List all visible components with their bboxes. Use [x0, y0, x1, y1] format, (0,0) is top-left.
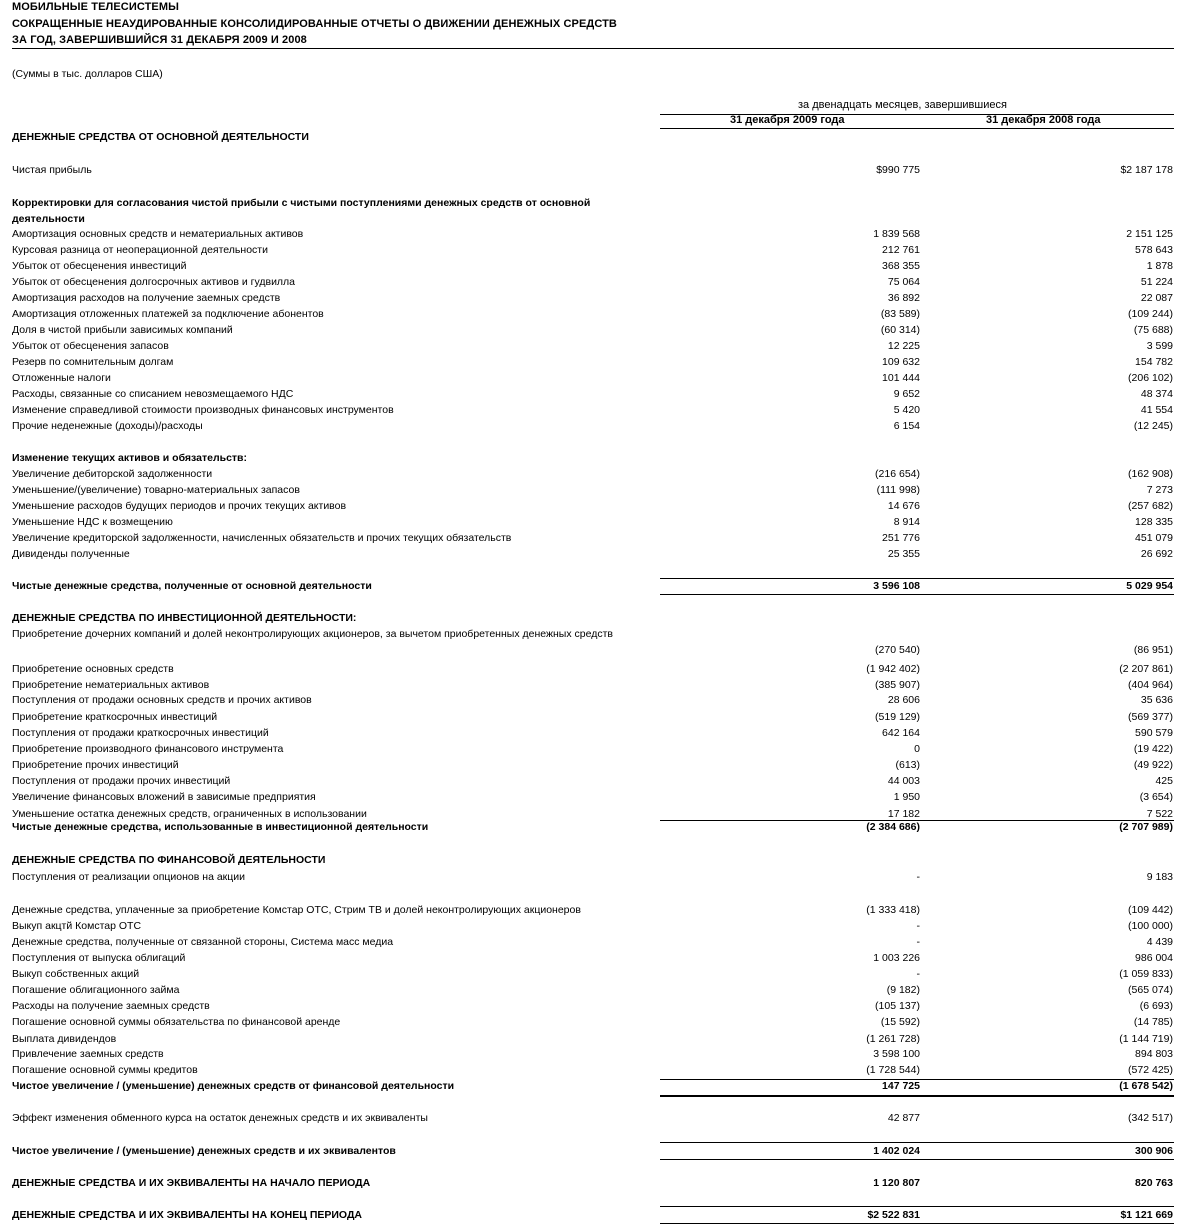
- value-2009: $990 775: [876, 164, 920, 176]
- value-2008: 894 803: [1135, 1048, 1173, 1060]
- value-2008: (75 688): [1133, 324, 1173, 336]
- table-row: [0, 370, 1184, 386]
- column-header-2009: 31 декабря 2009 года: [730, 114, 845, 126]
- value-2009: (111 998): [876, 484, 920, 496]
- table-row: [0, 819, 1184, 835]
- total-rule: [922, 594, 1174, 595]
- total-rule: [660, 820, 922, 821]
- value-2009: (385 907): [875, 679, 920, 691]
- value-2008: 48 374: [1140, 388, 1173, 400]
- row-label: Выплата дивидендов: [12, 1033, 117, 1045]
- row-label: Прочие неденежные (доходы)/расходы: [12, 420, 203, 432]
- total-rule: [922, 1079, 1174, 1080]
- value-2008: (565 074): [1128, 984, 1173, 996]
- table-row: [0, 402, 1184, 418]
- value-2009: 8 914: [893, 516, 920, 528]
- value-2008: 300 906: [1135, 1145, 1173, 1157]
- row-label: Погашение облигационного займа: [12, 984, 180, 996]
- total-rule: [922, 1095, 1174, 1097]
- value-2009: (60 314): [880, 324, 920, 336]
- table-row: [0, 1014, 1184, 1030]
- row-label: Приобретение производного финансового инструмента: [12, 743, 284, 755]
- value-2008: (49 922): [1133, 759, 1173, 771]
- value-2008: 3 599: [1146, 340, 1173, 352]
- value-2009: 251 776: [882, 532, 920, 544]
- value-2008: 26 692: [1140, 548, 1173, 560]
- total-rule: [660, 1206, 922, 1207]
- value-2008: 22 087: [1140, 292, 1173, 304]
- row-label: Уменьшение расходов будущих периодов и прочих текущих активов: [12, 500, 347, 512]
- table-row: [0, 1046, 1184, 1062]
- value-2008: 128 335: [1135, 516, 1173, 528]
- row-label: Курсовая разница от неоперационной деятельности: [12, 244, 268, 256]
- row-label: Резерв по сомнительным долгам: [12, 356, 174, 368]
- row-label: Дивиденды полученные: [12, 548, 130, 560]
- value-2008: (572 425): [1128, 1064, 1173, 1076]
- row-label: ДЕНЕЖНЫЕ СРЕДСТВА ПО ИНВЕСТИЦИОННОЙ ДЕЯТЕЛЬНОСТИ:: [12, 612, 357, 624]
- value-2009: 3 598 100: [873, 1048, 920, 1060]
- row-label: Амортизация отложенных платежей за подключение абонентов: [12, 308, 324, 320]
- value-2009: 1 839 568: [873, 228, 920, 240]
- value-2009: (1 942 402): [866, 663, 920, 675]
- table-row: [0, 322, 1184, 338]
- total-rule: [922, 1223, 1174, 1224]
- value-2009: (83 589): [880, 308, 920, 320]
- total-rule: [660, 594, 922, 595]
- total-rule: [922, 578, 1174, 579]
- value-2008: 2 151 125: [1126, 228, 1173, 240]
- value-2009: 147 725: [882, 1080, 920, 1092]
- row-label: Убыток от обесценения инвестиций: [12, 260, 187, 272]
- row-label: Уменьшение НДС к возмещению: [12, 516, 173, 528]
- table-row: [0, 578, 1184, 594]
- value-2008: (3 654): [1139, 791, 1173, 803]
- table-row: [0, 789, 1184, 805]
- value-2009: (519 129): [875, 711, 920, 723]
- value-2008: (109 442): [1128, 904, 1173, 916]
- value-2008: $2 187 178: [1120, 164, 1173, 176]
- row-label: Увеличение финансовых вложений в зависимые предприятия: [12, 791, 316, 803]
- value-2009: 1 950: [893, 791, 920, 803]
- table-row: [0, 386, 1184, 402]
- value-2009: 1 402 024: [873, 1145, 920, 1157]
- row-label: ДЕНЕЖНЫЕ СРЕДСТВА ПО ФИНАНСОВОЙ ДЕЯТЕЛЬНОСТИ: [12, 854, 326, 866]
- report-period: ЗА ГОД, ЗАВЕРШИВШИЙСЯ 31 ДЕКАБРЯ 2009 И 2008: [12, 34, 307, 46]
- row-label: ДЕНЕЖНЫЕ СРЕДСТВА И ИХ ЭКВИВАЛЕНТЫ НА КОНЕЦ ПЕРИОДА: [12, 1209, 363, 1221]
- total-rule: [660, 578, 922, 579]
- value-2008: 35 636: [1140, 694, 1173, 706]
- value-2009: (1 728 544): [866, 1064, 920, 1076]
- total-rule: [660, 1142, 922, 1143]
- total-rule: [660, 1095, 922, 1097]
- value-2009: $2 522 831: [867, 1209, 920, 1221]
- row-label: Изменение текущих активов и обязательств:: [12, 452, 248, 464]
- value-2008: $1 121 669: [1120, 1209, 1173, 1221]
- row-label: Расходы, связанные со списанием невозмещаемого НДС: [12, 388, 294, 400]
- value-2008: (342 517): [1128, 1112, 1173, 1124]
- table-row: [0, 466, 1184, 482]
- row-label: ДЕНЕЖНЫЕ СРЕДСТВА ОТ ОСНОВНОЙ ДЕЯТЕЛЬНОСТИ: [12, 131, 309, 143]
- row-label: Чистое увеличение / (уменьшение) денежных средств от финансовой деятельности: [12, 1080, 455, 1092]
- value-2009: 3 596 108: [873, 580, 920, 592]
- value-2008: 5 029 954: [1126, 580, 1173, 592]
- row-label: ДЕНЕЖНЫЕ СРЕДСТВА И ИХ ЭКВИВАЛЕНТЫ НА НАЧАЛО ПЕРИОДА: [12, 1177, 371, 1189]
- table-row: [0, 498, 1184, 514]
- table-row: [0, 338, 1184, 354]
- value-2009: -: [916, 871, 920, 883]
- table-row: [0, 950, 1184, 966]
- value-2008: 51 224: [1140, 276, 1173, 288]
- row-label: Приобретение нематериальных активов: [12, 679, 210, 691]
- table-row: [0, 725, 1184, 741]
- value-2008: 9 183: [1146, 871, 1173, 883]
- table-row: [0, 546, 1184, 562]
- value-2009: (1 333 418): [866, 904, 920, 916]
- value-2008: (1 059 833): [1119, 968, 1173, 980]
- value-2008: 41 554: [1140, 404, 1173, 416]
- table-row: [0, 306, 1184, 322]
- value-2008: (404 964): [1128, 679, 1173, 691]
- table-row: [0, 274, 1184, 290]
- row-label: Погашение основной суммы кредитов: [12, 1064, 198, 1076]
- value-2009: (1 261 728): [866, 1033, 920, 1045]
- row-label: Доля в чистой прибыли зависимых компаний: [12, 324, 233, 336]
- row-label: Погашение основной суммы обязательства по финансовой аренде: [12, 1016, 341, 1028]
- value-2009: 1 003 226: [873, 952, 920, 964]
- table-row: [0, 902, 1184, 918]
- table-row: [0, 1078, 1184, 1094]
- units-note: (Суммы в тыс. долларов США): [12, 68, 163, 80]
- value-2009: 14 676: [887, 500, 920, 512]
- value-2009: (613): [895, 759, 920, 771]
- table-row: [0, 226, 1184, 242]
- value-2008: 1 878: [1146, 260, 1173, 272]
- row-label: Уменьшение остатка денежных средств, ограниченных в использовании: [12, 808, 367, 820]
- value-2009: (105 137): [875, 1000, 920, 1012]
- table-row: [0, 1175, 1184, 1191]
- table-row: [0, 918, 1184, 934]
- table-row: [0, 242, 1184, 258]
- value-2008: (86 951): [1133, 644, 1173, 656]
- total-rule: [660, 1079, 922, 1080]
- table-row: [0, 692, 1184, 708]
- table-row: [0, 1110, 1184, 1126]
- total-rule: [660, 1223, 922, 1224]
- value-2008: 820 763: [1135, 1177, 1173, 1189]
- row-label: Приобретение краткосрочных инвестиций: [12, 711, 218, 723]
- value-2008: (19 422): [1133, 743, 1173, 755]
- value-2009: 368 355: [882, 260, 920, 272]
- value-2008: (2 207 861): [1119, 663, 1173, 675]
- table-row: [0, 934, 1184, 950]
- value-2009: 5 420: [893, 404, 920, 416]
- row-label: Приобретение прочих инвестиций: [12, 759, 179, 771]
- value-2009: 36 892: [887, 292, 920, 304]
- row-label: Амортизация расходов на получение заемных средств: [12, 292, 281, 304]
- table-row: [0, 852, 1184, 868]
- row-label: Чистые денежные средства, полученные от основной деятельности: [12, 580, 372, 592]
- value-2009: 42 877: [887, 1112, 920, 1124]
- value-2008: (1 144 719): [1119, 1033, 1173, 1045]
- table-row: [0, 1031, 1184, 1047]
- value-2008: (2 707 989): [1119, 821, 1173, 833]
- row-label: Поступления от продажи прочих инвестиций: [12, 775, 231, 787]
- row-label: Амортизация основных средств и нематериальных активов: [12, 228, 304, 240]
- value-2008: 7 522: [1146, 808, 1173, 820]
- row-label: Корректировки для согласования чистой прибыли с чистыми поступлениями денежных средств от основной деятельности: [12, 197, 591, 225]
- table-row: [0, 610, 1184, 626]
- table-row: [0, 626, 1184, 658]
- table-row: [0, 709, 1184, 725]
- value-2008: 986 004: [1135, 952, 1173, 964]
- value-2008: (162 908): [1128, 468, 1173, 480]
- row-label: Эффект изменения обменного курса на остаток денежных средств и их эквиваленты: [12, 1112, 428, 1124]
- total-rule: [922, 820, 1174, 821]
- table-row: [0, 998, 1184, 1014]
- value-2008: 578 643: [1135, 244, 1173, 256]
- report-title: СОКРАЩЕННЫЕ НЕАУДИРОВАННЫЕ КОНСОЛИДИРОВАННЫЕ ОТЧЕТЫ О ДВИЖЕНИИ ДЕНЕЖНЫХ СРЕДСТВ: [12, 18, 617, 30]
- row-label: Поступления от реализации опционов на акции: [12, 871, 246, 883]
- table-row: [0, 869, 1184, 885]
- table-row: [0, 129, 1184, 145]
- row-label: Убыток от обесценения долгосрочных активов и гудвилла: [12, 276, 296, 288]
- value-2008: 4 439: [1146, 936, 1173, 948]
- row-label: Увеличение кредиторской задолженности, начисленных обязательств и прочих текущих обязательств: [12, 532, 512, 544]
- value-2009: -: [916, 936, 920, 948]
- row-label: Денежные средства, полученные от связанной стороны, Система масс медиа: [12, 936, 394, 948]
- table-row: [0, 982, 1184, 998]
- value-2008: (100 000): [1128, 920, 1173, 932]
- row-label: Поступления от выпуска облигаций: [12, 952, 186, 964]
- company-name: МОБИЛЬНЫЕ ТЕЛЕСИСТЕМЫ: [12, 1, 179, 13]
- value-2008: (109 244): [1128, 308, 1173, 320]
- row-label: Убыток от обесценения запасов: [12, 340, 169, 352]
- table-row: [0, 966, 1184, 982]
- table-row: [0, 162, 1184, 178]
- total-rule: [922, 1159, 1174, 1160]
- value-2008: (1 678 542): [1119, 1080, 1173, 1092]
- column-header-2008: 31 декабря 2008 года: [986, 114, 1101, 126]
- row-label: Выкуп акцтй Комстар ОТС: [12, 920, 142, 932]
- value-2009: -: [916, 920, 920, 932]
- value-2009: 44 003: [887, 775, 920, 787]
- row-label: Чистая прибыль: [12, 164, 92, 176]
- value-2009: 28 606: [887, 694, 920, 706]
- table-row: [0, 677, 1184, 693]
- value-2009: 109 632: [882, 356, 920, 368]
- table-row: [0, 514, 1184, 530]
- value-2008: (12 245): [1133, 420, 1173, 432]
- value-2009: (9 182): [886, 984, 920, 996]
- row-label: Расходы на получение заемных средств: [12, 1000, 210, 1012]
- value-2008: 7 273: [1146, 484, 1173, 496]
- row-label: Увеличение дебиторской задолженности: [12, 468, 213, 480]
- value-2008: (206 102): [1128, 372, 1173, 384]
- value-2008: 590 579: [1135, 727, 1173, 739]
- total-rule: [922, 1142, 1174, 1143]
- value-2008: (569 377): [1128, 711, 1173, 723]
- table-row: [0, 258, 1184, 274]
- row-label: Уменьшение/(увеличение) товарно-материальных запасов: [12, 484, 300, 496]
- table-row: [0, 530, 1184, 546]
- table-row: [0, 1143, 1184, 1159]
- value-2009: -: [916, 968, 920, 980]
- value-2009: 212 761: [882, 244, 920, 256]
- row-label: Привлечение заемных средств: [12, 1048, 164, 1060]
- table-row: [0, 450, 1184, 466]
- total-rule: [660, 1159, 922, 1160]
- value-2009: 25 355: [887, 548, 920, 560]
- table-row: [0, 482, 1184, 498]
- value-2008: (14 785): [1133, 1016, 1173, 1028]
- row-label: Приобретение дочерних компаний и долей неконтролирующих акционеров, за вычетом приобретенных денежных средств: [12, 628, 613, 640]
- table-row: [0, 757, 1184, 773]
- row-label: Приобретение основных средств: [12, 663, 174, 675]
- value-2009: 0: [914, 743, 920, 755]
- value-2009: 9 652: [893, 388, 920, 400]
- value-2008: (6 693): [1139, 1000, 1173, 1012]
- total-rule: [922, 1206, 1174, 1207]
- table-row: [0, 773, 1184, 789]
- value-2008: (257 682): [1128, 500, 1173, 512]
- table-row: [0, 661, 1184, 677]
- value-2009: (270 540): [875, 644, 920, 656]
- row-label: Поступления от продажи основных средств и прочих активов: [12, 694, 312, 706]
- value-2009: 642 164: [882, 727, 920, 739]
- value-2009: (216 654): [875, 468, 920, 480]
- value-2009: (2 384 686): [866, 821, 920, 833]
- table-row: [0, 418, 1184, 434]
- header-rule: [12, 48, 1174, 49]
- value-2008: 154 782: [1135, 356, 1173, 368]
- value-2009: 6 154: [893, 420, 920, 432]
- value-2008: 425: [1155, 775, 1173, 787]
- row-label: Изменение справедливой стоимости производных финансовых инструментов: [12, 404, 394, 416]
- value-2008: 451 079: [1135, 532, 1173, 544]
- table-row: [0, 195, 1184, 227]
- row-label: Чистое увеличение / (уменьшение) денежных средств и их эквивалентов: [12, 1145, 396, 1157]
- value-2009: 1 120 807: [873, 1177, 920, 1189]
- value-2009: 12 225: [887, 340, 920, 352]
- value-2009: (15 592): [880, 1016, 920, 1028]
- value-2009: 17 182: [887, 808, 920, 820]
- table-row: [0, 1207, 1184, 1223]
- table-row: [0, 290, 1184, 306]
- table-row: [0, 1062, 1184, 1078]
- row-label: Поступления от продажи краткосрочных инвестиций: [12, 727, 269, 739]
- value-2009: 101 444: [882, 372, 920, 384]
- table-row: [0, 354, 1184, 370]
- row-label: Чистые денежные средства, использованные в инвестиционной деятельности: [12, 821, 429, 833]
- row-label: Денежные средства, уплаченные за приобретение Комстар ОТС, Стрим ТВ и долей неконтролирующих акционеров: [12, 904, 581, 916]
- table-row: [0, 741, 1184, 757]
- value-2009: 75 064: [887, 276, 920, 288]
- row-label: Выкуп собственных акций: [12, 968, 140, 980]
- row-label: Отложенные налоги: [12, 372, 111, 384]
- column-group-header: за двенадцать месяцев, завершившиеся: [798, 99, 1007, 111]
